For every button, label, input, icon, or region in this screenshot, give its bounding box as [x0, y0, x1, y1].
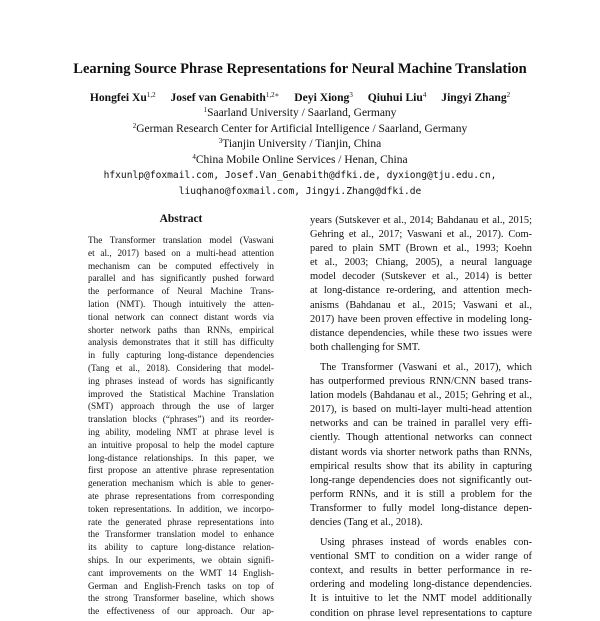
abstract-body [88, 234, 274, 618]
text-line: the strong Transformer baseline, which shows [88, 593, 274, 604]
text-line: long-distance relationships. In this paper, we [88, 452, 274, 463]
text-line: has outperformed previous RNN/CNN based trans- [310, 376, 532, 388]
author: Hongfei Xu$^{1,2}$ [89, 91, 156, 104]
text-line: both challenging for SMT. [310, 341, 421, 353]
text-line: rate the generated phrase representations into [88, 516, 274, 527]
text-line: parallel and has significantly pushed forward [88, 273, 274, 284]
text-line: Using phrases instead of words enables con- [320, 537, 532, 549]
text-line: Gehring et al., 2017; Vaswani et al., 2017). Com- [310, 229, 532, 241]
text-line: the performance of Neural Machine Trans- [88, 286, 274, 297]
text-line: ing phrases instead of words has significantly [88, 375, 274, 386]
text-line: pared to plain SMT (Brown et al., 1993; Koehn [310, 243, 532, 255]
paragraph [310, 536, 532, 621]
text-line: perform RNNs, and it is still a problem for the [310, 488, 532, 500]
text-line: (Tang et al., 2018). Considering that model- [88, 362, 274, 373]
text-line: generation mechanism which is able to gener- [88, 478, 274, 489]
text-line: distant words via shorter network paths than RNNs, [310, 446, 532, 458]
text-line: distance dependencies, while these two issues were [310, 327, 532, 339]
text-line: networks and can be trained in parallel very effi- [310, 418, 532, 430]
text-line: ciently. Though attentional networks can connect [310, 432, 532, 444]
paper-title: Learning Source Phrase Representations for Neural Machine Translation [73, 61, 527, 77]
text-line: ships. In our experiments, we obtain signifi- [88, 554, 274, 565]
affiliation: $^4$China Mobile Online Services / Henan, China [192, 152, 408, 166]
text-line: et al., 2003; Chiang, 2005), a neural language [310, 257, 532, 269]
author: Josef van Genabith$^{1,2∗}$ [170, 91, 280, 104]
text-line: tional network can connect distant words via [88, 311, 274, 322]
text-line: dencies (Tang et al., 2018). [310, 516, 423, 528]
text-line: token representations. In addition, we incorpo- [88, 503, 274, 514]
text-line: The Transformer (Vaswani et al., 2017), which [320, 361, 532, 373]
author-list [0, 91, 600, 105]
text-line: shorter network paths than RNNs, empirical [88, 324, 274, 335]
author: Jingyi Zhang$^2$ [441, 91, 511, 104]
paragraph [310, 214, 532, 355]
text-line: 2017) have been proven effective in modeling long- [310, 313, 532, 325]
abstract-heading: Abstract [159, 213, 203, 225]
email-list[interactable]: hfxunlp@foxmail.com, Josef.Van_Genabith@dfki.de, dyxiong@tju.edu.cn, [103, 170, 497, 181]
text-line: lation models (Bahdanau et al., 2015; Gehring et al., [310, 390, 532, 402]
text-line: analysis demonstrates that it still has difficulty [88, 337, 274, 348]
text-line: its ability to capture long-distance relation- [88, 542, 274, 553]
text-line: at long-distance re-ordering, and attention mech- [310, 285, 532, 297]
text-line: the effectiveness of our approach. Our ap- [88, 606, 274, 617]
text-line: improved the Statistical Machine Translation [88, 388, 274, 399]
text-line: years (Sutskever et al., 2014; Bahdanau et al., 2015; [310, 215, 532, 226]
text-line: (SMT) approach through the use of larger [88, 401, 274, 412]
text-line: ordering and modeling long-distance dependencies. [310, 579, 532, 591]
affiliation: $^3$Tianjin University / Tianjin, China [218, 137, 382, 150]
text-line: model decoder (Sutskever et al., 2014) is better [310, 271, 532, 283]
text-line: in fully capturing long-distance dependencies [88, 350, 274, 361]
paragraph [310, 361, 532, 530]
affiliation: $^2$German Research Center for Artificial Intelligence / Saarland, Germany [132, 121, 468, 135]
text-line: Transformer to fully model long-distance depen- [310, 502, 532, 514]
introduction-body [310, 214, 532, 621]
text-line: The Transformer translation model (Vaswani [88, 235, 274, 245]
text-line: lation (NMT). Though intuitively the atten- [88, 298, 274, 309]
text-line: ate phrase representations from corresponding [88, 490, 274, 501]
text-line: German and English-French tasks on top of [88, 580, 274, 591]
text-line: first propose an attentive phrase representation [88, 465, 274, 476]
text-line: the Transformer translation model to enhance [88, 529, 274, 540]
email-list[interactable]: liuqhano@foxmail.com, Jingyi.Zhang@dfki.de [178, 186, 422, 198]
text-line: et al., 2017) based on a multi-head attention [88, 247, 274, 258]
text-line: anisms (Bahdanau et al., 2015; Vaswani et al., [310, 299, 532, 311]
affiliations [0, 106, 600, 200]
text-line: an intuitive proposal to help the model capture [88, 439, 274, 450]
text-line: ventional SMT to condition on a wider range of [310, 551, 532, 563]
author: Deyi Xiong$^3$ [294, 91, 353, 104]
text-line: ing ability, modeling NMT at phrase level is [88, 426, 274, 437]
author: Qiuhui Liu$^4$ [367, 91, 427, 104]
text-line: long-range dependencies does not significantly out- [310, 474, 532, 486]
affiliation: $^1$Saarland University / Saarland, Germany [203, 106, 397, 119]
text-line: condition on phrase level representations to capture [310, 607, 532, 619]
text-line: mechanism can be computed effectively in [88, 260, 274, 271]
text-line: 2017), is based on multi-layer multi-head attention [310, 404, 532, 416]
text-line: empirical results show that its ability in capturing [310, 460, 532, 472]
text-line: translation blocks (“phrases”) and its reorder- [88, 414, 274, 425]
text-line: cant improvements on the WMT 14 English- [88, 567, 274, 578]
text-line: context, and results in better performance in re- [310, 565, 532, 577]
text-line: It is intuitive to let the NMT model additionally [310, 593, 532, 605]
